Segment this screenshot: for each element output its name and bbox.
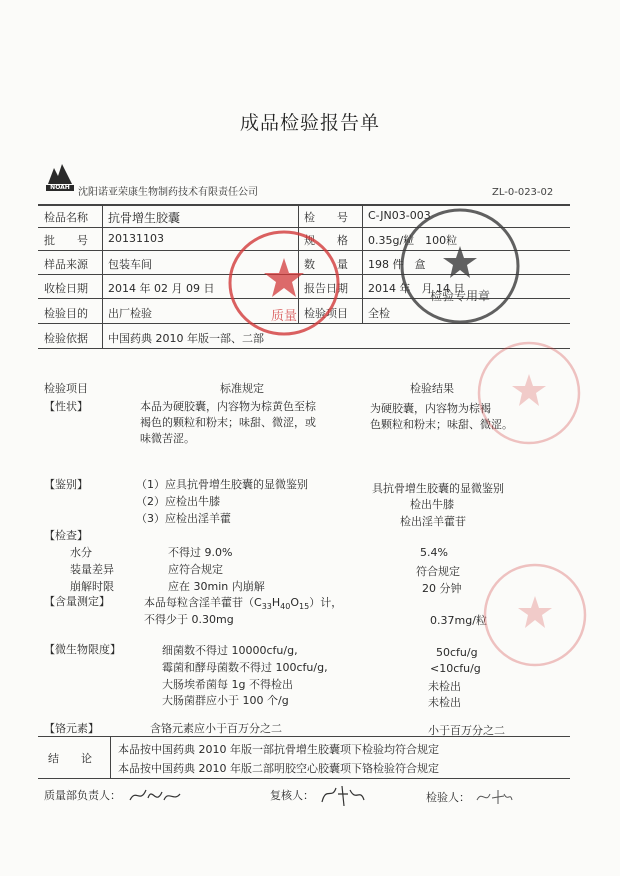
source-label: 样品来源 bbox=[44, 258, 88, 271]
jiancha-row-std: 不得过 9.0% bbox=[168, 546, 233, 559]
section-xingzhuang: 【性状】 bbox=[44, 400, 88, 413]
spec-label: 规 格 bbox=[304, 234, 348, 247]
jianbie-result-line: 检出牛膝 bbox=[410, 498, 454, 511]
ge-result: 小于百万分之二 bbox=[428, 724, 505, 737]
weishengwu-row-std: 大肠菌群应小于 100 个/g bbox=[162, 694, 289, 707]
jiancha-row-name: 水分 bbox=[70, 546, 92, 559]
batch-value: 20131103 bbox=[108, 232, 164, 245]
col-result-header: 检验结果 bbox=[410, 382, 454, 395]
col-item-header: 检验项目 bbox=[44, 382, 88, 395]
hanliang-sub: 15 bbox=[299, 602, 310, 612]
jiancha-row-result: 符合规定 bbox=[416, 565, 460, 578]
weishengwu-row-result: 未检出 bbox=[428, 696, 461, 709]
recv-date-label: 收检日期 bbox=[44, 282, 88, 295]
quality-stamp-text: 质量 bbox=[270, 309, 298, 324]
logo-text: NOAH bbox=[50, 184, 70, 191]
xingzhuang-std-line: 褐色的颗粒和粉末；味甜、微涩，或 bbox=[140, 416, 316, 429]
section-jianbie: 【鉴别】 bbox=[44, 478, 88, 491]
jiancha-row-std: 应在 30min 内崩解 bbox=[168, 580, 265, 593]
conclusion-line: 本品按中国药典 2010 年版一部抗骨增生胶囊项下检验均符合规定 bbox=[118, 743, 439, 756]
jianbie-std-line: （1）应具抗骨增生胶囊的显微鉴别 bbox=[136, 478, 308, 491]
jiancha-row-result: 5.4% bbox=[420, 546, 448, 559]
inspector-signature bbox=[474, 786, 514, 808]
purpose-label: 检验目的 bbox=[44, 307, 88, 320]
jianbie-result-line: 检出淫羊藿苷 bbox=[400, 515, 466, 528]
jianbie-result-line: 具抗骨增生胶囊的显微鉴别 bbox=[372, 482, 504, 495]
weishengwu-row-result: <10cfu/g bbox=[430, 662, 481, 675]
company-name: 沈阳诺亚荣康生物制药技术有限责任公司 bbox=[78, 187, 258, 198]
report-date-value: 2014 年 月 14 日 bbox=[368, 282, 465, 295]
hanliang-std-text: 本品每粒含淫羊藿苷（C bbox=[144, 596, 262, 609]
qa-head-label: 质量部负责人： bbox=[44, 789, 121, 802]
recv-date-value: 2014 年 02 月 09 日 bbox=[108, 282, 215, 295]
jiancha-row-name: 装量差异 bbox=[70, 563, 114, 576]
xingzhuang-result-line: 为硬胶囊，内容物为棕褐 bbox=[370, 402, 491, 415]
inspection-seal-text: 检验专用章 bbox=[429, 289, 491, 303]
hanliang-std-text: O bbox=[290, 596, 300, 609]
hanliang-sub: 33 bbox=[261, 602, 272, 612]
hanliang-sub: 40 bbox=[280, 602, 291, 612]
code-label: 检 号 bbox=[304, 211, 348, 224]
weishengwu-row-result: 50cfu/g bbox=[436, 646, 478, 659]
weishengwu-row-result: 未检出 bbox=[428, 680, 461, 693]
basis-label: 检验依据 bbox=[44, 332, 88, 345]
page-title: 成品检验报告单 bbox=[239, 112, 380, 134]
weishengwu-row-std: 霉菌和酵母菌数不得过 100cfu/g, bbox=[162, 661, 328, 674]
spec-value: 0.35g/粒 100粒 bbox=[368, 234, 458, 247]
jianbie-std-line: （3）应检出淫羊藿 bbox=[136, 512, 231, 525]
hanliang-std-text: H bbox=[271, 596, 281, 609]
reviewer-label: 复核人： bbox=[270, 789, 314, 802]
basis-value: 中国药典 2010 年版一部、二部 bbox=[108, 332, 264, 345]
xingzhuang-std-line: 本品为硬胶囊，内容物为棕黄色至棕 bbox=[140, 400, 316, 413]
source-value: 包装车间 bbox=[108, 258, 152, 271]
xingzhuang-std-line: 味微苦涩。 bbox=[140, 432, 195, 445]
section-weishengwu: 【微生物限度】 bbox=[44, 643, 121, 656]
section-jiancha: 【检查】 bbox=[44, 529, 88, 542]
test-item-label: 检验项目 bbox=[304, 307, 348, 320]
qty-value: 198 件 盒 bbox=[368, 258, 426, 271]
inspector-label: 检验人： bbox=[426, 791, 470, 804]
ge-std: 含铬元素应小于百万分之二 bbox=[150, 722, 282, 735]
jianbie-std-line: （2）应检出牛膝 bbox=[136, 495, 220, 508]
hanliang-std-line: 不得少于 0.30mg bbox=[144, 613, 234, 626]
faded-stamp-lower-right bbox=[480, 560, 590, 670]
inspection-seal-stamp bbox=[398, 206, 522, 326]
test-item-value: 全检 bbox=[368, 307, 390, 320]
code-value: C-JN03-003 bbox=[368, 209, 431, 222]
reviewer-signature bbox=[318, 780, 368, 810]
section-hanliang: 【含量测定】 bbox=[44, 595, 110, 608]
qty-label: 数 量 bbox=[304, 258, 348, 271]
jiancha-row-name: 崩解时限 bbox=[70, 580, 114, 593]
hanliang-result: 0.37mg/粒 bbox=[430, 614, 487, 627]
conclusion-label: 结 论 bbox=[48, 752, 92, 765]
batch-label: 批 号 bbox=[44, 234, 88, 247]
product-value: 抗骨增生胶囊 bbox=[108, 211, 181, 225]
product-label: 检品名称 bbox=[44, 211, 88, 224]
xingzhuang-result-line: 色颗粒和粉末；味甜、微涩。 bbox=[370, 418, 513, 431]
weishengwu-row-std: 大肠埃希菌每 1g 不得检出 bbox=[162, 678, 293, 691]
jiancha-row-result: 20 分钟 bbox=[422, 582, 462, 595]
hanliang-std-line bbox=[144, 594, 342, 611]
qa-head-signature bbox=[126, 780, 186, 810]
section-ge: 【铬元素】 bbox=[44, 722, 99, 735]
hanliang-std-text: ）计， bbox=[309, 596, 343, 609]
quality-stamp bbox=[226, 228, 342, 338]
col-std-header: 标准规定 bbox=[220, 382, 264, 395]
faded-stamp-upper-right bbox=[474, 338, 584, 448]
jiancha-row-std: 应符合规定 bbox=[168, 563, 223, 576]
weishengwu-row-std: 细菌数不得过 10000cfu/g, bbox=[162, 644, 298, 657]
report-date-label: 报告日期 bbox=[304, 282, 348, 295]
conclusion-line: 本品按中国药典 2010 年版二部明胶空心胶囊项下铬检验符合规定 bbox=[118, 762, 439, 775]
purpose-value: 出厂检验 bbox=[108, 307, 152, 320]
document-number: ZL-0-023-02 bbox=[492, 187, 554, 198]
